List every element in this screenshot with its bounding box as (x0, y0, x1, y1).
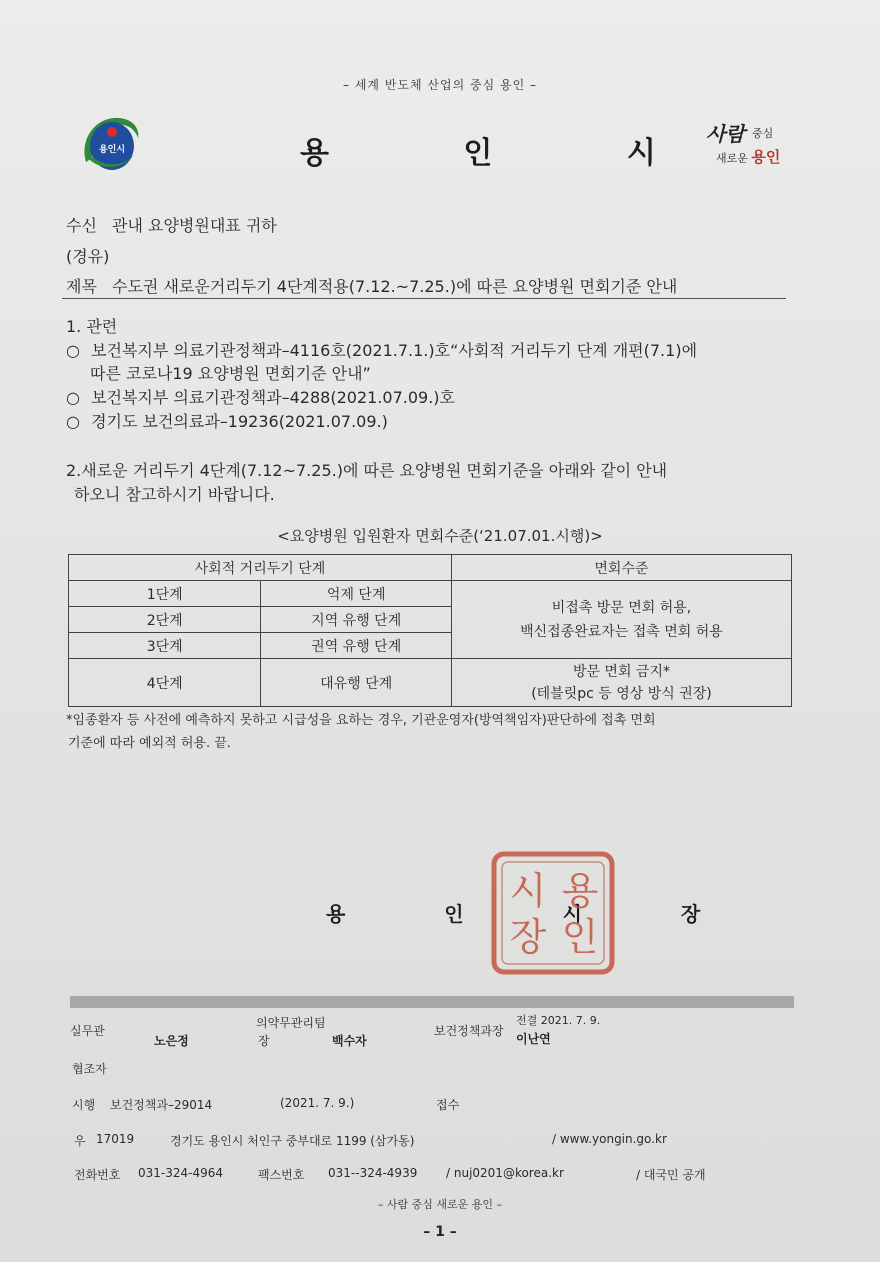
visit-standard-table (68, 554, 792, 707)
section2-line2: 하오니 참고하시기 바랍니다. (74, 485, 275, 504)
ref-item-3 (66, 409, 388, 432)
stage-name: 지역 유행 단계 (261, 607, 451, 633)
subject-value: 수도권 새로운거리두기 4단계적용(7.12.~7.25.)에 따른 요양병원 면회기준 안내 (112, 277, 678, 296)
stage-level: 3단계 (69, 633, 261, 659)
stage-name: 권역 유행 단계 (261, 633, 451, 659)
approved-date: 전결 2021. 7. 9. (516, 1014, 601, 1027)
visit-level-4 (451, 659, 791, 707)
phone-number: 031-324-4964 (138, 1166, 224, 1180)
slogan-logo-red: 용인 (751, 148, 781, 166)
fax-number: 031--324-4939 (328, 1166, 418, 1180)
organization-title: 용 인 시 (300, 136, 718, 171)
director-name: 이난연 (516, 1032, 551, 1046)
cooperator-label: 협조자 (72, 1062, 107, 1076)
table-header-visit: 면회수준 (451, 555, 791, 581)
visit-4-line2: (테블릿pc 등 영상 방식 권장) (531, 685, 712, 702)
ref-item-3-line1: 경기도 보건의료과–19236(2021.07.09.) (91, 412, 388, 431)
phone-label: 전화번호 (74, 1168, 121, 1182)
slogan-logo (706, 118, 806, 168)
ref-item-2-line1: 보건복지부 의료기관정책과–4288(2021.07.09.)호 (91, 388, 455, 407)
stage-name: 대유행 단계 (261, 659, 451, 707)
visit-4-line1: 방문 면회 금지* (572, 663, 670, 680)
stage-name: 억제 단계 (261, 581, 451, 607)
official-seal (490, 850, 616, 976)
staff-name: 노은정 (154, 1034, 189, 1048)
ref-bullet: ○ (66, 341, 80, 360)
seal-char: 시 (509, 869, 547, 913)
slogan-logo-big: 사람 (706, 122, 745, 146)
stage-level: 4단계 (69, 659, 261, 707)
fax-label: 팩스번호 (258, 1168, 305, 1182)
team-label-1: 의약무관리팀 (256, 1016, 326, 1030)
stage-level: 1단계 (69, 581, 261, 607)
ref-item-1-line2: 따른 코로나19 요양병원 면회기준 안내” (90, 364, 371, 383)
table-header-stage: 사회적 거리두기 단계 (69, 555, 452, 581)
seal-char: 인 (561, 915, 599, 959)
table-header-row (69, 555, 792, 581)
ref-bullet: ○ (66, 388, 80, 407)
slogan-logo-small1: 중심 (752, 127, 774, 140)
ref-item-2 (66, 385, 455, 408)
postal-code: 17019 (96, 1132, 135, 1146)
header-slogan: – 세계 반도체 산업의 중심 용인 – (343, 78, 537, 92)
postal-label: 우 (74, 1134, 86, 1148)
seal-char: 장 (509, 915, 547, 959)
visit-level-1-3 (451, 581, 791, 659)
recipient-row (66, 213, 277, 236)
note-line2: 기준에 따라 예외적 허용. 끝. (68, 736, 231, 751)
team-name: 백수자 (332, 1034, 367, 1048)
note-line1: *임종환자 등 사전에 예측하지 못하고 시급성을 요하는 경우, 기관운영자(방역책임자)판단하에 접촉 면회 (66, 713, 656, 728)
visit-1-3-line1: 비접촉 방문 면회 허용, (551, 599, 692, 616)
section2-line1: 2.새로운 거리두기 4단계(7.12~7.25.)에 따른 요양병원 면회기준을 아래와 같이 안내 (66, 461, 668, 480)
page-number: – 1 – (423, 1224, 457, 1240)
recipient-value: 관내 요양병원대표 귀하 (112, 216, 277, 235)
director-label: 보건정책과장 (434, 1024, 504, 1038)
website-link[interactable]: / www.yongin.go.kr (552, 1132, 667, 1146)
subject-label: 제목 (66, 277, 97, 296)
receipt-label: 접수 (436, 1098, 460, 1112)
enforce-number: 보건정책과–29014 (110, 1098, 213, 1112)
ref-item-1-line1: 보건복지부 의료기관정책과–4116호(2021.7.1.)호“사회적 거리두기 단계 개편(7.1)에 (91, 341, 698, 360)
ref-item-1 (66, 338, 697, 361)
section1-heading: 1. 관련 (66, 317, 118, 336)
subject-row (66, 274, 677, 297)
seal-char: 용 (561, 869, 599, 913)
footer-slogan: – 사람 중심 새로운 용인 – (377, 1198, 503, 1211)
enforce-label: 시행 (72, 1098, 96, 1112)
disclosure-status: / 대국민 공개 (636, 1168, 706, 1182)
recipient-label: 수신 (66, 216, 97, 235)
email-link[interactable]: / nuj0201@korea.kr (446, 1166, 564, 1180)
subject-underline (62, 298, 786, 299)
logo-left-text: 용인시 (98, 145, 126, 155)
enforce-date: (2021. 7. 9.) (280, 1096, 355, 1110)
team-label-2: 장 (258, 1034, 270, 1048)
stage-level: 2단계 (69, 607, 261, 633)
ref-bullet: ○ (66, 412, 80, 431)
visit-1-3-line2: 백신접종완료자는 접촉 면회 허용 (520, 623, 723, 640)
staff-label: 실무관 (70, 1024, 105, 1038)
table-row (69, 659, 792, 707)
approval-divider (70, 996, 794, 1008)
mayor-signature: 용 인 시 장 (326, 902, 747, 926)
address: 경기도 용인시 처인구 중부대로 1199 (삼가동) (170, 1134, 415, 1148)
slogan-logo-small2: 새로운 용인 (716, 148, 781, 166)
via-label: (경유) (66, 247, 110, 266)
table-row (69, 581, 792, 607)
yongin-city-logo (78, 112, 144, 174)
table-caption: <요양병원 입원환자 면회수준(‘21.07.01.시행)> (277, 527, 603, 545)
